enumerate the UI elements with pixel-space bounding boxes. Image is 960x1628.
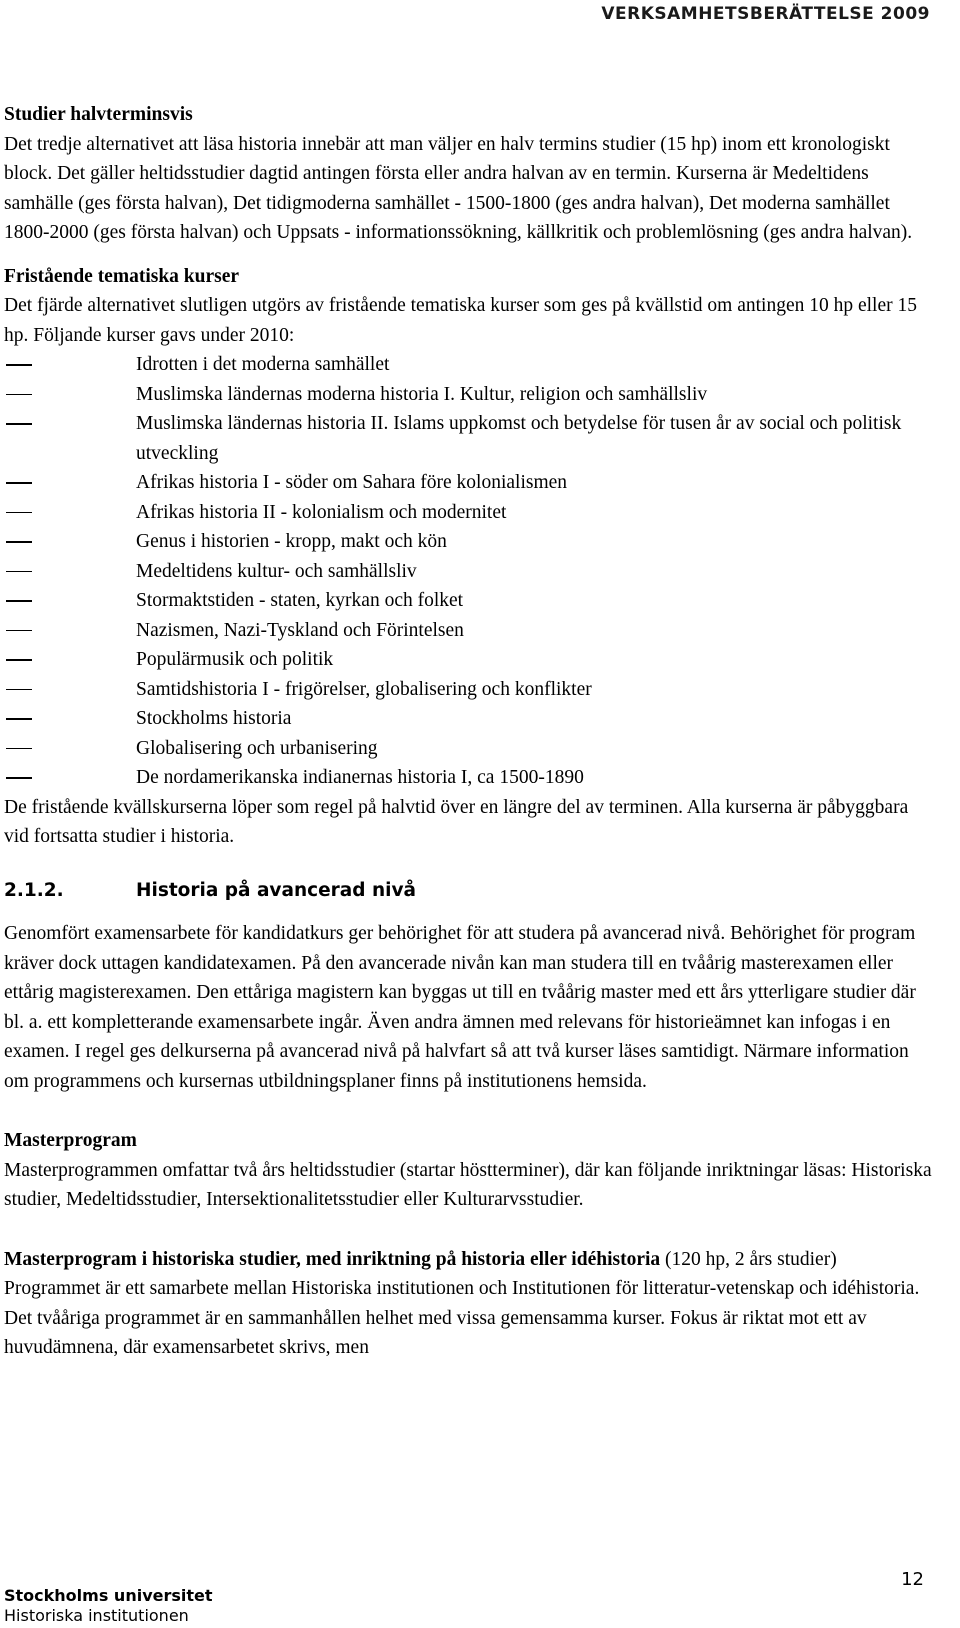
list-item: Stormaktstiden - staten, kyrkan och folket bbox=[4, 586, 934, 616]
list-item: Samtidshistoria I - frigörelser, globalisering och konflikter bbox=[4, 675, 934, 705]
list-item: Nazismen, Nazi-Tyskland och Förintelsen bbox=[4, 616, 934, 646]
document-body bbox=[4, 100, 934, 1363]
section-text: Genomfört examensarbete för kandidatkurs ger behörighet för att studera på avancerad nivå. Behörighet för program kräver dock uttagen kandidatexamen. På den avancerade nivån kan man studera till en tvåårig masterexamen eller ettårig magisterexamen. Den ettåriga magistern kan byggas ut till en tvåårig master med ett års ytterligare studier där bl. a. ett kompletterande examensarbete ingår. Även andra ämnen med relevans för historieämnet kan infogas i en examen. I regel ges delkurserna på avancerad nivå på halvfart så att två kurser läses samtidigt. Närmare information om programmens och kursernas utbildningsplaner finns på institutionens hemsida. bbox=[4, 923, 916, 1092]
list-item: Genus i historien - kropp, makt och kön bbox=[4, 527, 934, 557]
footer-university: Stockholms universitet bbox=[4, 1586, 213, 1605]
footer bbox=[4, 1586, 213, 1626]
list-item: Populärmusik och politik bbox=[4, 645, 934, 675]
list-item: Muslimska ländernas historia II. Islams uppkomst och betydelse för tusen år av social och politisk utveckling bbox=[4, 409, 934, 468]
list-item: Afrikas historia II - kolonialism och modernitet bbox=[4, 498, 934, 528]
list-item: Muslimska ländernas moderna historia I. Kultur, religion och samhällsliv bbox=[4, 380, 934, 410]
halvtermin-heading: Studier halvterminsvis bbox=[4, 104, 193, 125]
page-header-title: VERKSAMHETSBERÄTTELSE 2009 bbox=[601, 4, 930, 24]
tematiska-intro: Det fjärde alternativet slutligen utgörs av fristående tematiska kurser som ges på kvällstid om antingen 10 hp eller 15 hp. Följande kurser gavs under 2010: bbox=[4, 295, 917, 346]
list-item: Afrikas historia I - söder om Sahara före kolonialismen bbox=[4, 468, 934, 498]
section-number: 2.1.2. bbox=[4, 879, 64, 901]
list-item: Globalisering och urbanisering bbox=[4, 734, 934, 764]
tematiska-heading: Fristående tematiska kurser bbox=[4, 265, 240, 287]
course-list bbox=[4, 350, 934, 793]
master-hist-heading-suffix: (120 hp, 2 års studier) bbox=[660, 1248, 837, 1270]
list-item: De nordamerikanska indianernas historia I, ca 1500-1890 bbox=[4, 763, 934, 793]
section-title: Historia på avancerad nivå bbox=[136, 879, 417, 901]
list-item: Medeltidens kultur- och samhällsliv bbox=[4, 557, 934, 587]
master-text: Masterprogrammen omfattar två års heltidsstudier (startar höstterminer), där kan följande inriktningar läsas: Historiska studier, Medeltidsstudier, Intersektionalitetsstudier eller Kulturarvsstudier. bbox=[4, 1159, 932, 1210]
page-number: 12 bbox=[901, 1569, 924, 1590]
footer-department: Historiska institutionen bbox=[4, 1606, 189, 1625]
tematiska-outro: De fristående kvällskurserna löper som regel på halvtid över en längre del av terminen. Alla kurserna är påbyggbara vid fortsatta studier i historia. bbox=[4, 796, 909, 847]
section-heading bbox=[4, 876, 934, 906]
master-hist-heading bbox=[4, 1245, 934, 1275]
master-hist-text: Programmet är ett samarbete mellan Historiska institutionen och Institutionen för litteratur-vetenskap och idéhistoria. Det tvååriga programmet är en sammanhållen helhet med vissa gemensamma kurser. Fokus är riktat mot ett av huvudämnena, där examensarbetet skrivs, men bbox=[4, 1278, 920, 1358]
master-hist-heading-bold: Masterprogram i historiska studier, med inriktning på historia eller idéhistoria bbox=[4, 1248, 661, 1270]
list-item: Idrotten i det moderna samhället bbox=[4, 350, 934, 380]
halvtermin-text: Det tredje alternativet att läsa historia innebär att man väljer en halv termins studier (15 hp) inom ett kronologiskt block. Det gäller heltidsstudier dagtid antingen första eller andra halvan av en termin. Kurserna är Medeltidens samhälle (ges första halvan), Det tidigmoderna samhället - 1500-1800 (ges andra halvan), Det moderna samhället 1800-2000 (ges första halvan) och Uppsats - informationssökning, källkritik och problemlösning (ges andra halvan). bbox=[4, 133, 913, 243]
list-item: Stockholms historia bbox=[4, 704, 934, 734]
master-heading: Masterprogram bbox=[4, 1130, 137, 1151]
